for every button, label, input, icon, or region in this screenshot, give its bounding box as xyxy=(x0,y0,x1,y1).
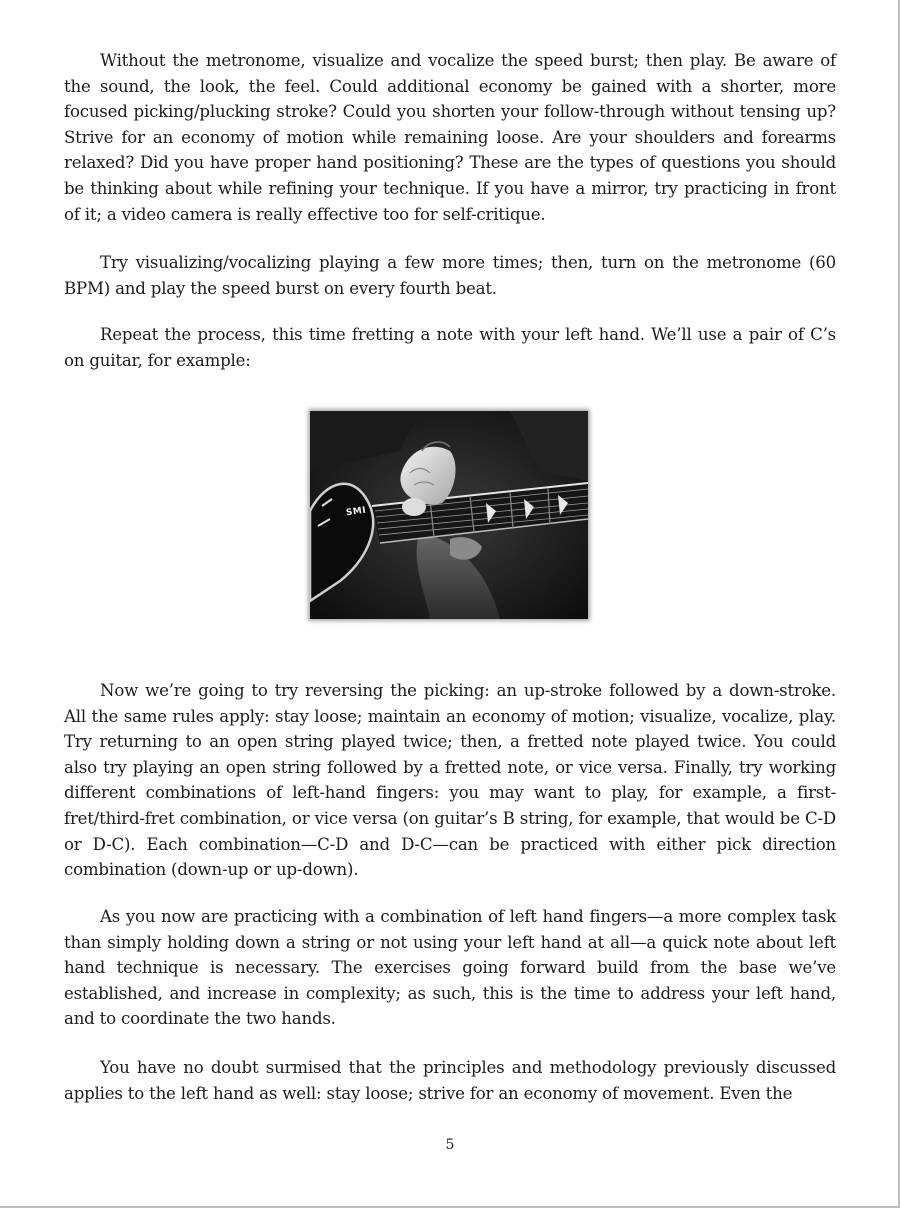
headstock-logo: SMI xyxy=(345,505,367,519)
paragraph-principles: You have no doubt surmised that the principles and methodology previously discussed applies to the left hand as well: stay loose; strive for an economy of movement. Even the xyxy=(64,1058,836,1103)
paragraph-left-hand-note: As you now are practicing with a combination of left hand fingers—a more complex task than simply holding down a string or not using your left hand at all—a quick note about left hand technique is necessary. The exercises going forward build from the base we’ve established, and increase in complexity; as such, this is the time to address your left hand, and to coordinate the two hands. xyxy=(64,907,836,1029)
page-number: 5 xyxy=(445,1137,455,1153)
paragraph-metronome: Try visualizing/vocalizing playing a few more times; then, turn on the metronome (60 BPM) and play the speed burst on every fourth beat. xyxy=(64,253,836,298)
paragraph-reverse-picking: Now we’re going to try reversing the picking: an up-stroke followed by a down-stroke. All the same rules apply: stay loose; maintain an economy of motion; visualize, vocalize, play. Try returning to an open string played twice; then, a fretted note played twice. You could also try playing an open string followed by a fretted note, or vice versa. Finally, try working different combinations of left-hand fingers: you may want to play, for example, a first-fret/third-fret combination, or vice versa (on guitar’s B string, for example, that would be C-D or D-C). Each combination—C-D and D-C—can be practiced with either pick direction combination (down-up or up-down). xyxy=(64,681,836,880)
paragraph-speed-burst: Without the metronome, visualize and vocalize the speed burst; then play. Be aware of the sound, the look, the feel. Could additional economy be gained with a shorter, more focused picking/plucking stroke? Could you shorten your follow-through without tensing up? Strive for an economy of motion while remaining loose. Are your shoulders and forearms relaxed? Did you have proper hand positioning? These are the types of questions you should be thinking about while refining your technique. If you have a mirror, try practicing in front of it; a video camera is really effective too for self-critique. xyxy=(64,51,836,224)
guitar-fretting-photo xyxy=(310,411,588,619)
paragraph-fretting: Repeat the process, this time fretting a note with your left hand. We’ll use a pair of C’s on guitar, for example: xyxy=(64,325,836,370)
